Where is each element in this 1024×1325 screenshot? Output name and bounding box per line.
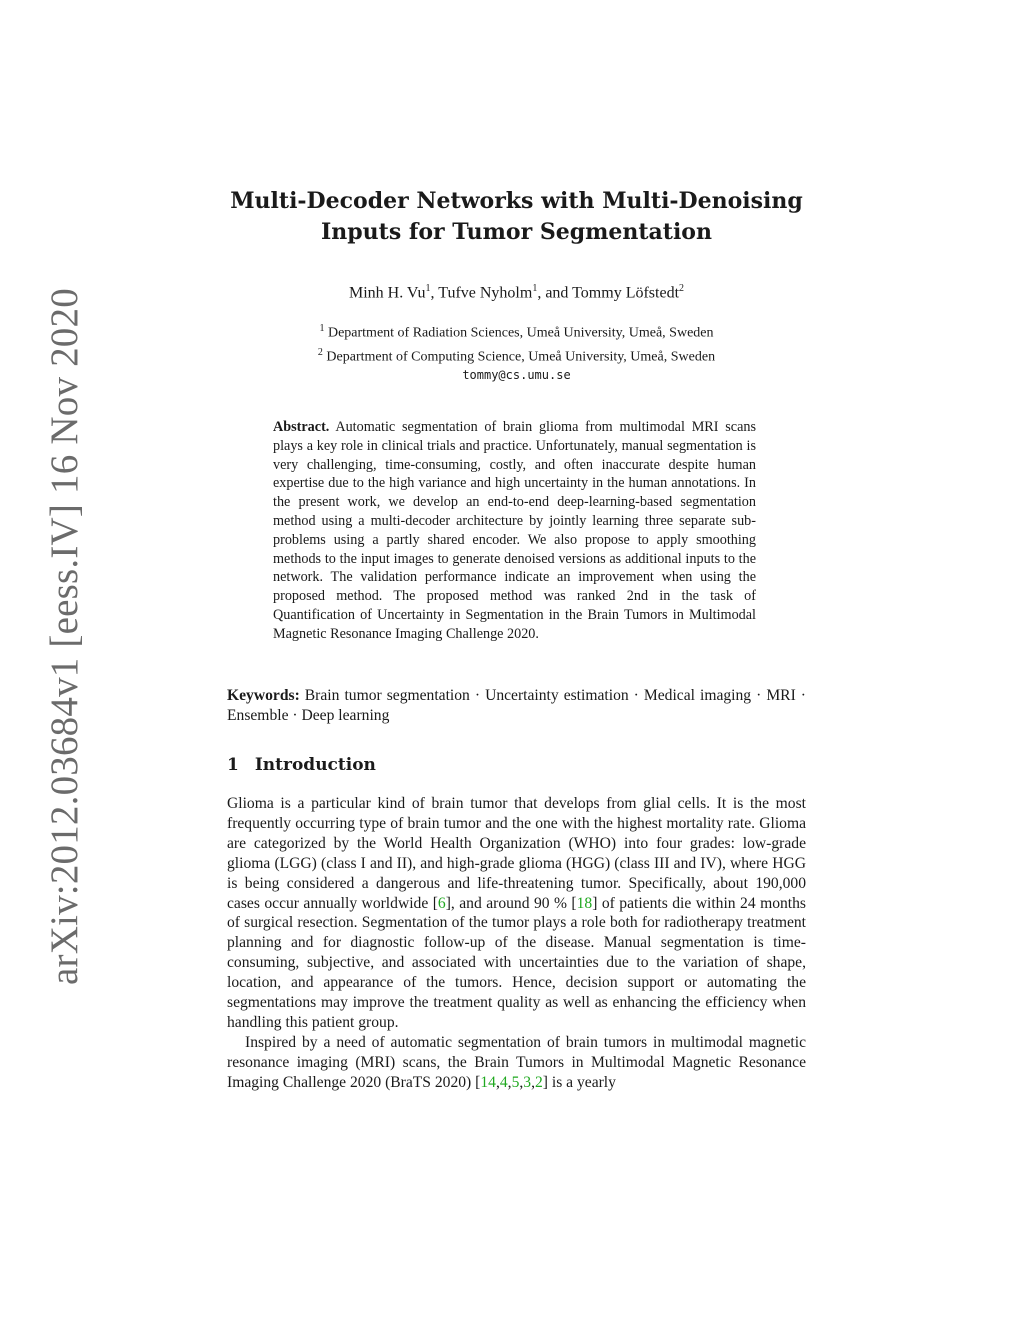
contact-email[interactable]: tommy@cs.umu.se xyxy=(462,368,571,383)
paper-title xyxy=(227,186,806,248)
title-line-1: Multi-Decoder Networks with Multi-Denoising xyxy=(230,188,803,214)
abstract-label: Abstract. xyxy=(273,419,330,435)
author-name: Tommy Löfstedt xyxy=(572,284,680,302)
keywords xyxy=(227,686,806,726)
paragraph-text: Glioma is a particular kind of brain tumor that develops from glial cells. It is the most frequently occurring type of brain tumor and the one with the highest mortality rate. Glioma are categorized by the World Health Organization (WHO) into four grades: low-grade glioma (LGG) (class I and II), and high-grade glioma (HGG) (class III and IV), where HGG is being considered a dangerous and life-threatening tumor. Specifically, about 190,000 cases occur annually worldwide [ xyxy=(227,795,806,912)
section-title: Introduction xyxy=(254,755,376,775)
paragraph-text: ] of patients die within 24 months of surgical resection. Segmentation of the tumor plays a role both for radiotherapy treatment planning and for diagnostic follow-up of the disease. Manual segmentation is time-consuming, subjective, and associated with uncertainties due to the variation of shape, location, and appearance of the tumors. Hence, decision support or automating the segmentations may improve the treatment quality as well as enhancing the efficiency when handling this patient group. xyxy=(227,894,806,1031)
author-affiliation-mark: 1 xyxy=(425,283,431,294)
affiliation-text: Department of Computing Science, Umeå University, Umeå, Sweden xyxy=(326,349,716,365)
citation-link[interactable]: 5 xyxy=(511,1073,520,1091)
paragraph-text: Inspired by a need of automatic segmentation of brain tumors in multimodal magnetic resonance imaging (MRI) scans, the Brain Tumors in Multimodal Magnetic Resonance Imaging Challenge 2020 (BraTS 2020) [ xyxy=(227,1033,806,1091)
title-line-2: Inputs for Tumor Segmentation xyxy=(321,219,712,245)
affiliation-line xyxy=(227,343,806,367)
keywords-text: Brain tumor segmentation · Uncertainty estimation · Medical imaging · MRI · Ensemble · Deep learning xyxy=(227,687,806,724)
paragraph: Inspired by a need of automatic segmentation of brain tumors in multimodal magnetic resonance imaging (MRI) scans, the Brain Tumors in Multimodal Magnetic Resonance Imaging Challenge 2020 (BraTS 2020) [14,4,5,3,2] is a yearly xyxy=(227,1033,806,1091)
author-name: Minh H. Vu xyxy=(348,284,426,302)
paragraph-text: ], and around 90 % [ xyxy=(445,894,577,912)
citation-link[interactable]: 18 xyxy=(576,894,593,912)
section-number: 1 xyxy=(227,755,239,775)
author-name: Tufve Nyholm xyxy=(438,284,533,302)
affiliation-text: Department of Radiation Sciences, Umeå University, Umeå, Sweden xyxy=(327,325,714,341)
section-heading xyxy=(227,755,376,775)
keywords-label: Keywords: xyxy=(227,687,300,704)
citation-link[interactable]: 14 xyxy=(480,1073,496,1091)
abstract-text: Automatic segmentation of brain glioma from multimodal MRI scans plays a key role in clinical trials and practice. Unfortunately, manual segmentation is very challenging, time-consuming, costly, and often inaccurate despite human expertise due to the high variance and high uncertainty in the human annotations. In the present work, we develop an end-to-end deep-learning-based segmentation method using a multi-decoder architecture by jointly learning three separate sub-problems using a partly shared encoder. We also propose to apply smoothing methods to the input images to generate denoised versions as additional inputs to the network. The validation performance indicate an improvement when using the proposed method. The proposed method was ranked 2nd in the task of Quantification of Uncertainty in Segmentation in the Brain Tumors in Multimodal Magnetic Resonance Imaging Challenge 2020. xyxy=(273,419,757,642)
affiliation-line xyxy=(227,319,806,343)
arxiv-identifier-stamp: arXiv:2012.03684v1 [eess.IV] 16 Nov 2020 xyxy=(43,288,86,985)
affiliation-number: 2 xyxy=(317,346,323,358)
paragraph-text: ] is a yearly xyxy=(542,1073,616,1091)
introduction-body xyxy=(227,794,806,1093)
citation-link[interactable]: 4 xyxy=(499,1073,508,1091)
abstract xyxy=(273,418,756,644)
affiliations xyxy=(227,319,806,385)
author-list: Minh H. Vu$^1$, Tufve Nyholm$^1$, and Tommy Löfstedt$^2$ xyxy=(348,283,685,302)
citation-link[interactable]: 2 xyxy=(534,1073,543,1091)
citation-link[interactable]: 6 xyxy=(437,894,446,912)
paragraph xyxy=(227,794,806,1033)
author-affiliation-mark: 2 xyxy=(679,283,685,294)
affiliation-number: 1 xyxy=(319,323,325,334)
citation-link[interactable]: 3 xyxy=(523,1073,532,1091)
author-affiliation-mark: 1 xyxy=(532,283,538,294)
